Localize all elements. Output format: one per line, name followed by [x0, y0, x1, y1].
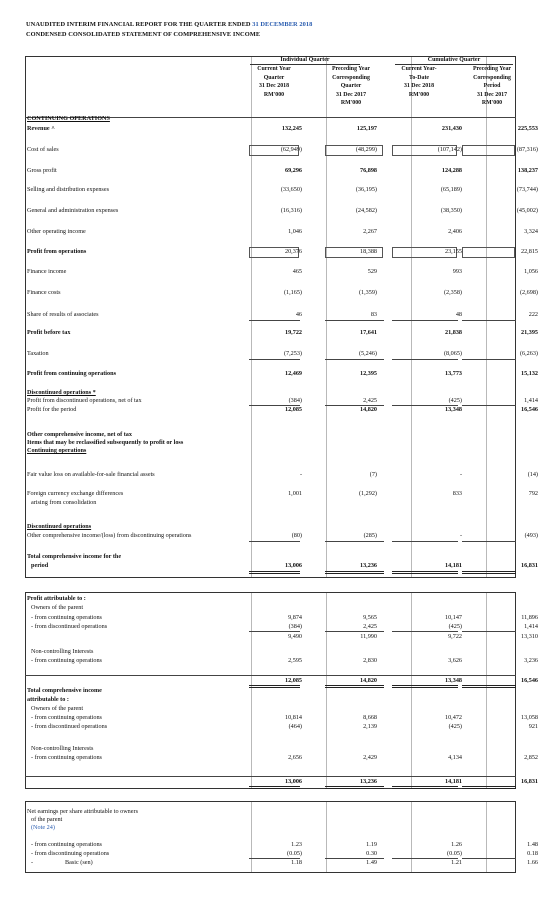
- report-title: [26, 20, 312, 40]
- row-selling: Selling and distribution expenses (33,650) (36,195) (65,189) (73,744): [27, 186, 538, 193]
- tci-attrib-total: 13,006 13,236 14,181 16,831: [284, 778, 538, 785]
- col-header-preceding-period: Preceding Year Corresponding Period 31 Dec 2017 RM'000: [472, 66, 512, 106]
- row-fx-differences: Foreign currency exchange differences 1,001 (1,292) 833 792: [27, 490, 538, 497]
- row-finance-costs: Finance costs (1,165) (1,359) (2,358) (2,698): [27, 289, 538, 296]
- oci-continuing: Continuing operations: [27, 447, 87, 454]
- attrib-total: 12,085 14,820 13,348 16,546: [284, 677, 538, 684]
- group-individual-quarter: Individual Quarter: [250, 56, 360, 65]
- attrib-owners: Owners of the parent: [31, 604, 84, 611]
- oci-subtitle: Items that may be reclassified subsequently to profit or loss: [27, 439, 184, 446]
- tci-attrib-owners: Owners of the parent: [31, 705, 84, 712]
- section-continuing: CONTINUING OPERATIONS: [27, 115, 110, 122]
- tci-attrib-title-2: attributable to :: [27, 696, 69, 703]
- row-profit-discontinued: Profit from discontinued operations, net of tax (384) 2,425 (425) 1,414: [27, 397, 538, 404]
- row-tci-1: Total comprehensive income for the: [27, 553, 122, 560]
- row-oci-discontinued: Other comprehensive income/(loss) from discontinuing operations (80) (285) - (493): [27, 532, 538, 539]
- row-tci-period: period 13,006 13,236 14,181 16,831: [31, 562, 538, 569]
- tci-attrib-from-discontinued: - from discontinued operations (464) 2,139 (425) 921: [31, 723, 538, 730]
- row-taxation: Taxation (7,253) (5,246) (8,065) (6,263): [27, 350, 538, 357]
- group-cumulative-quarter: Cumulative Quarter: [395, 56, 513, 65]
- eps-continuing: - from continuing operations 1.23 1.19 1.26 1.48: [31, 841, 538, 848]
- attrib-nci: Non-controlling Interests: [31, 648, 94, 655]
- title-date: 31 DECEMBER 2018: [252, 21, 313, 28]
- col-header-current-quarter: Current Year Quarter 31 Dec 2018 RM'000: [257, 66, 291, 98]
- row-finance-income: Finance income 465 529 993 1,056: [27, 268, 538, 275]
- row-cost-of-sales: Cost of sales (62,949) (48,299) (107,142) (87,316): [27, 146, 538, 153]
- tci-attrib-from-continuing: - from continuing operations 10,814 8,668 10,472 13,058: [31, 714, 538, 721]
- tci-attrib-nci: Non-controlling Interests: [31, 745, 94, 752]
- row-profit-period: Profit for the period 12,085 14,820 13,348 16,546: [27, 406, 538, 413]
- attrib-from-continuing: - from continuing operations 9,874 9,565 10,147 11,896: [31, 614, 538, 621]
- col-header-year-to-date: Current Year- To-Date 31 Dec 2018 RM'000: [401, 66, 437, 98]
- attrib-owners-subtotal: 9,490 11,990 9,722 13,310: [288, 633, 538, 640]
- col-header-preceding-quarter: Preceding Year Corresponding Quarter 31 Dec 2017 RM'000: [331, 66, 371, 106]
- row-profit-operations: Profit from operations 20,376 18,388 23,155 22,815: [27, 248, 538, 255]
- attrib-nci-continuing: - from continuing operations 2,595 2,830 3,626 3,236: [31, 657, 538, 664]
- tci-attrib-nci-continuing: - from continuing operations 2,656 2,429 4,134 2,852: [31, 754, 538, 761]
- section-discontinued: Discontinued operations *: [27, 389, 96, 396]
- title-line1: UNAUDITED INTERIM FINANCIAL REPORT FOR THE QUARTER ENDED: [26, 21, 253, 28]
- tci-attrib-title-1: Total comprehensive income: [27, 687, 102, 694]
- eps-title-1: Net earnings per share attributable to owners: [27, 808, 138, 815]
- row-other-income: Other operating income 1,046 2,267 2,406 3,324: [27, 228, 538, 235]
- row-general-admin: General and administration expenses (16,316) (24,582) (38,350) (45,002): [27, 207, 538, 214]
- eps-discontinuing: - from discontinuing operations (0.05) 0.30 (0.05) 0.18: [31, 850, 538, 857]
- attrib-title: Profit attributable to :: [27, 595, 86, 602]
- eps-title-2: of the parent: [31, 816, 63, 823]
- row-profit-before-tax: Profit before tax 19,722 17,641 21,838 21,395: [27, 329, 538, 336]
- row-fx-differences-2: arising from consolidation: [31, 499, 97, 506]
- row-associates: Share of results of associates 46 83 48 222: [27, 311, 538, 318]
- eps-note: (Note 24): [31, 824, 55, 831]
- eps-basic: - Basic (sen) 1.18 1.49 1.21 1.66: [31, 859, 538, 866]
- row-fair-value-loss: Fair value loss on available-for-sale financial assets - (7) - (14): [27, 471, 538, 478]
- row-revenue: Revenue ^ 132,245 125,197 231,430 225,553: [27, 125, 538, 132]
- oci-title: Other comprehensive income, net of tax: [27, 431, 132, 438]
- oci-discontinued: Discontinued operations: [27, 523, 92, 530]
- attrib-from-discontinued: - from discontinued operations (384) 2,425 (425) 1,414: [31, 623, 538, 630]
- row-profit-continuing: Profit from continuing operations 12,469 12,395 13,773 15,132: [27, 370, 538, 377]
- row-gross-profit: Gross profit 69,296 76,898 124,288 138,237: [27, 167, 538, 174]
- title-line2: CONDENSED CONSOLIDATED STATEMENT OF COMPREHENSIVE INCOME: [26, 31, 261, 38]
